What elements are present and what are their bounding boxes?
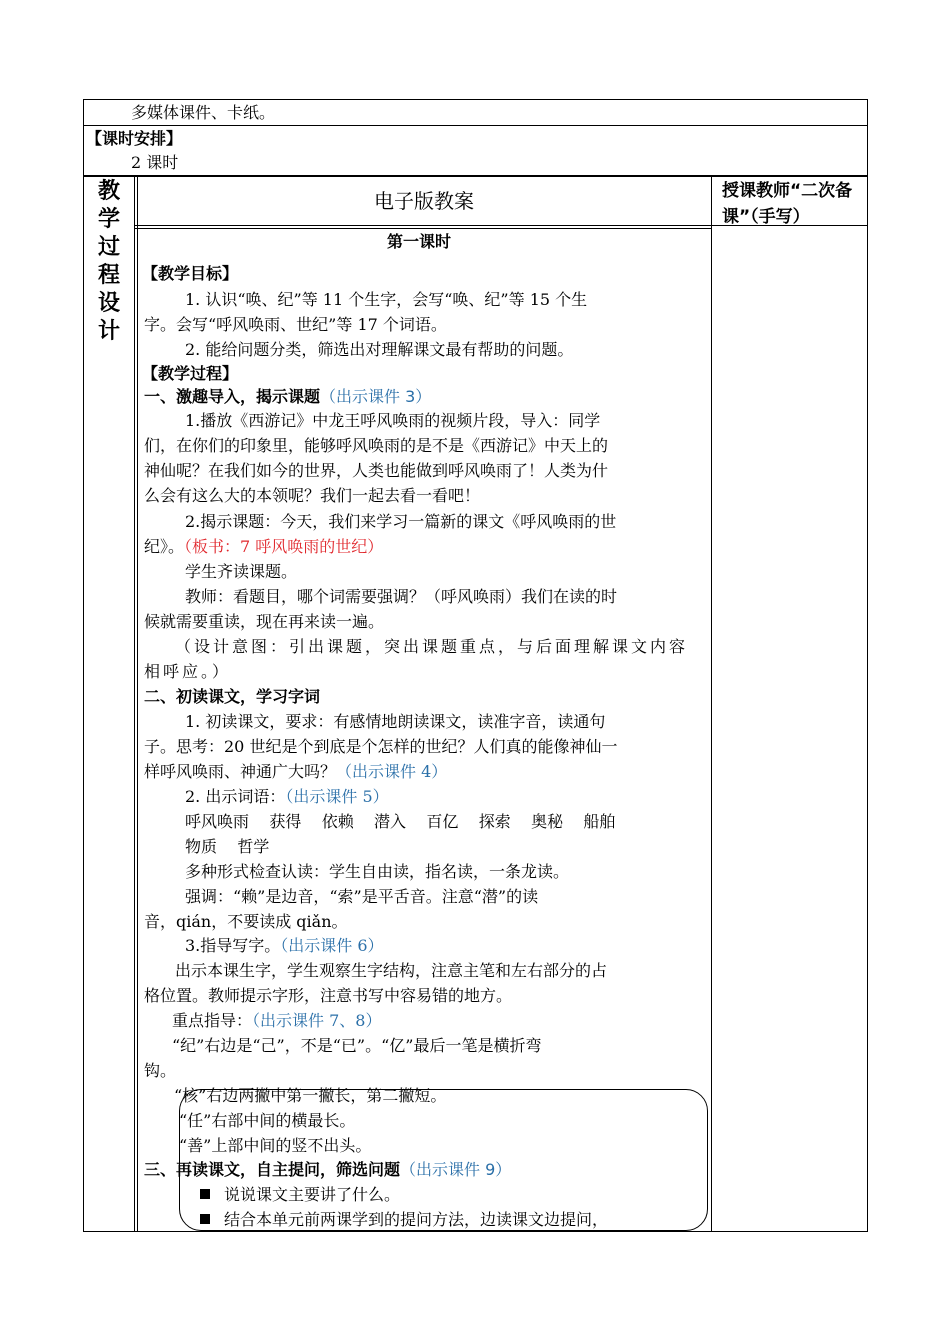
- label-char: 学: [97, 207, 120, 232]
- notes-column-title: 授课教师“二次备课”（手写）: [722, 181, 853, 227]
- col-divider-left-inner: [137, 175, 138, 1232]
- part2-p2-courseware: （出示课件 5）: [285, 787, 389, 806]
- objective-1-line-1: 1. 认识“唤、纪”等 11 个生字，会写“唤、纪”等 15 个生: [185, 290, 588, 309]
- label-char: 过: [97, 235, 120, 260]
- label-char: 教: [97, 179, 120, 204]
- part2-p5-courseware: （出示课件 6）: [280, 936, 384, 955]
- header-divider-inner: [134, 228, 712, 229]
- part1-heading-text: 一、激趣导入，揭示课题: [144, 387, 321, 406]
- table-border-right: [867, 99, 868, 1232]
- table-border-bottom: [83, 1231, 868, 1232]
- part1-courseware: （出示课件 3）: [320, 387, 432, 406]
- materials-text: 多媒体课件、卡纸。: [131, 103, 276, 122]
- part1-p2-line1: 2.揭示课题：今天，我们来学习一篇新的课文《呼风唤雨的世: [185, 512, 617, 531]
- part2-p8-line2: 钩。: [144, 1061, 177, 1080]
- part2-p5: [185, 935, 384, 957]
- row-divider-1: [83, 125, 868, 126]
- schedule-heading: 【课时安排】: [86, 129, 183, 148]
- bullet-text-1: 说说课文主要讲了什么。: [224, 1185, 401, 1204]
- part2-p1-text: 样呼风唤雨、神通广大吗？: [144, 762, 337, 781]
- label-char: 计: [97, 319, 120, 344]
- part2-p6-line2: 格位置。教师提示字形，注意书写中容易错的地方。: [144, 986, 513, 1005]
- part2-p4-line1: 强调：“赖”是边音，“索”是平舌音。注意“潜”的读: [185, 887, 539, 906]
- part1-p1-line2: 们，在你们的印象里，能够呼风唤雨的是不是《西游记》中天上的: [144, 436, 609, 455]
- part2-heading: 二、初读课文，学习字词: [144, 687, 321, 706]
- row-divider-2: [83, 175, 868, 177]
- part2-p7: [172, 1010, 381, 1032]
- process-design-label: [84, 178, 134, 346]
- rounded-highlight-frame: [179, 1089, 708, 1231]
- lesson-title: 第一课时: [387, 232, 452, 251]
- part2-p9: “核”右边两撇中第一撇长，第二撇短。: [174, 1086, 447, 1105]
- objectives-heading: 【教学目标】: [142, 264, 239, 283]
- part1-p1-line3: 神仙呢？在我们如今的世界，人类也能做到呼风唤雨了！人类为什: [144, 461, 609, 480]
- label-char: 程: [97, 263, 120, 288]
- part1-p3: 学生齐读课题。: [185, 562, 298, 581]
- part2-p7-courseware: （出示课件 7、8）: [252, 1011, 382, 1030]
- part1-p1-line4: 么会有这么大的本领呢？我们一起去看一看吧！: [144, 486, 481, 505]
- part1-p2-text: 纪》。: [144, 537, 185, 556]
- label-char: 设: [97, 291, 120, 316]
- main-column-title: 电子版教案: [374, 189, 474, 213]
- part2-p5-text: 3.指导写字。: [185, 936, 281, 955]
- vocab-words-line1: 呼风唤雨 获得 依赖 潜入 百亿 探索 奥秘 船舶: [185, 812, 616, 831]
- design-intent-line2: 相呼应。）: [144, 662, 232, 681]
- col-divider-left: [134, 175, 135, 1232]
- part2-p11: “善”上部中间的竖不出头。: [179, 1136, 372, 1155]
- col-divider-right: [711, 175, 712, 1232]
- part2-p2-text: 2. 出示词语：: [185, 787, 286, 806]
- part2-p1-line3: [144, 761, 447, 783]
- part2-p2: [185, 786, 389, 808]
- part2-p1-line1: 1. 初读课文，要求：有感情地朗读课文，读准字音，读通句: [185, 712, 606, 731]
- part3-heading-text: 三、再读课文，自主提问，筛选问题: [144, 1160, 401, 1179]
- objective-1-line-2: 字。会写“呼风唤雨、世纪”等 17 个词语。: [144, 315, 447, 334]
- design-intent-line1: （设计意图：引出课题，突出课题重点，与后面理解课文内容: [175, 637, 689, 656]
- part2-p6-line1: 出示本课生字，学生观察生字结构，注意主笔和左右部分的占: [175, 961, 608, 980]
- process-heading: 【教学过程】: [142, 364, 239, 383]
- part2-p7-text: 重点指导：: [172, 1011, 253, 1030]
- part2-p8-line1: “纪”右边是“己”，不是“已”。“亿”最后一笔是横折弯: [172, 1036, 542, 1055]
- vocab-words-line2: 物质 哲学: [185, 837, 270, 856]
- part2-p3: 多种形式检查认读：学生自由读，指名读，一条龙读。: [185, 862, 570, 881]
- part1-p2-line2: [144, 536, 383, 558]
- part2-p10: “任”右部中间的横最长。: [179, 1111, 356, 1130]
- part1-heading: [144, 386, 431, 408]
- part2-p4-line2: 音，qián，不要读成 qiǎn。: [144, 912, 348, 931]
- schedule-value: 2 课时: [131, 153, 179, 172]
- part1-p1-line1: 1.播放《西游记》中龙王呼风唤雨的视频片段，导入：同学: [185, 411, 601, 430]
- part1-p4-line1: 教师：看题目，哪个词需要强调？（呼风唤雨）我们在读的时: [185, 587, 618, 606]
- objective-2: 2. 能给问题分类，筛选出对理解课文最有帮助的问题。: [185, 340, 574, 359]
- part1-p4-line2: 候就需要重读，现在再来读一遍。: [144, 612, 385, 631]
- bullet-text-2: 结合本单元前两课学到的提问方法，边读课文边提问，: [224, 1210, 609, 1229]
- part2-p1-courseware: （出示课件 4）: [336, 762, 448, 781]
- table-border-top: [83, 99, 868, 100]
- part2-p1-line2: 子。思考：20 世纪是个到底是个怎样的世纪？人们真的能像神仙一: [144, 737, 618, 756]
- part3-courseware: （出示课件 9）: [400, 1160, 512, 1179]
- board-note: （板书：7 呼风唤雨的世纪）: [184, 537, 384, 556]
